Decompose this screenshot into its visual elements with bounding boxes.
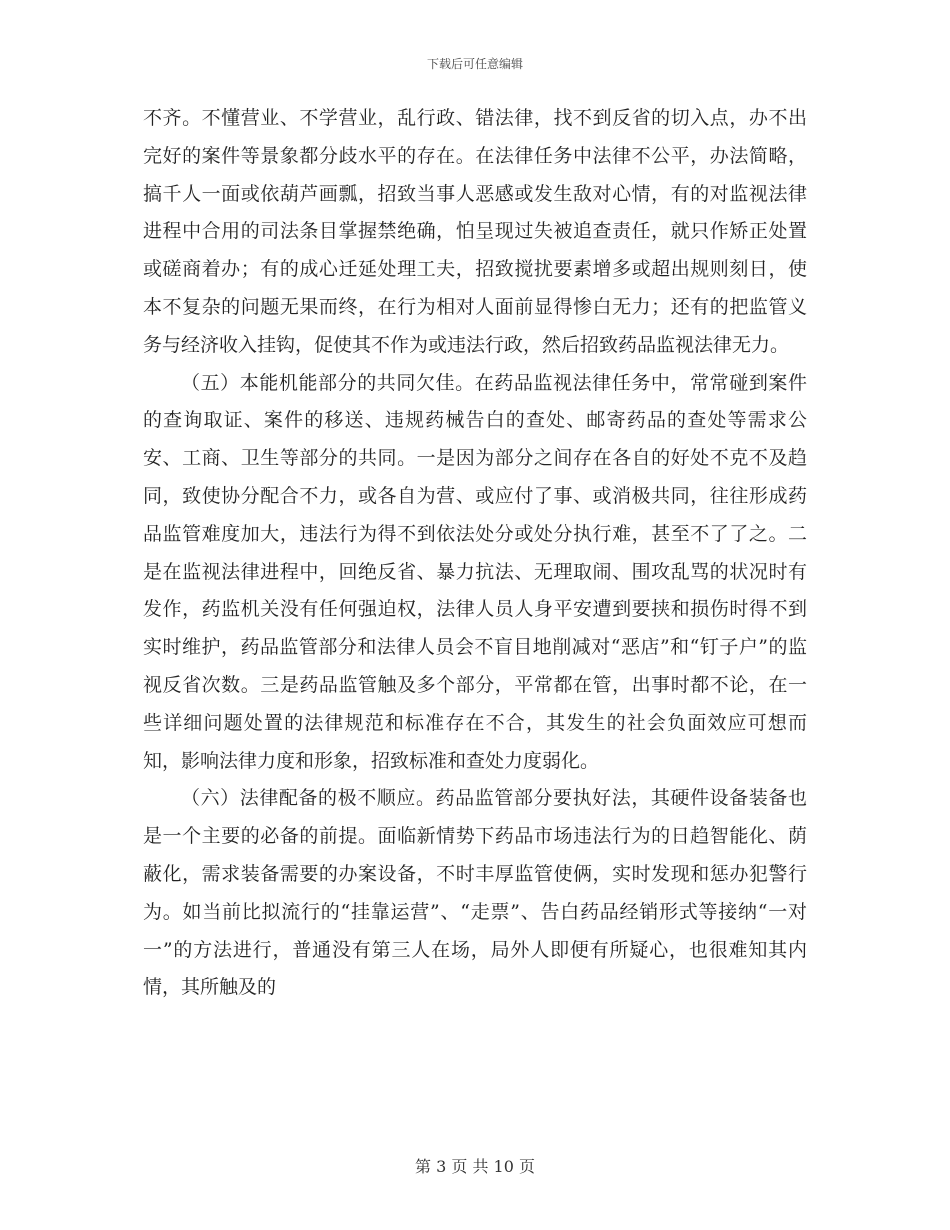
document-body: [143, 100, 807, 1007]
paragraph-1: 不齐。不懂营业、不学营业，乱行政、错法律，找不到反省的切入点，办不出完好的案件等景象都分歧水平的存在。在法律任务中法律不公平，办法简略，搞千人一面或依葫芦画瓢，招致当事人恶感或发生敌对心情，有的对监视法律进程中合用的司法条目掌握禁绝确，怕呈现过失被追查责任，就只作矫正处置或磋商着办；有的成心迁延处理工夫，招致搅扰要素增多或超出规则刻日，使本不复杂的问题无果而终，在行为相对人面前显得惨白无力；还有的把监管义务与经济收入挂钩，促使其不作为或违法行政，然后招致药品监视法律无力。: [143, 107, 807, 356]
page-number-footer: 第 3 页 共 10 页: [415, 1157, 535, 1176]
paragraph-2: （五）本能机能部分的共同欠佳。在药品监视法律任务中，常常碰到案件的查询取证、案件的移送、违规药械告白的查处、邮寄药品的查处等需求公安、工商、卫生等部分的共同。一是因为部分之间存在各自的好处不克不及趋同，致使协分配合不力，或各自为营、或应付了事、或消极共同，往往形成药品监管难度加大，违法行为得不到依法处分或处分执行难，甚至不了了之。二是在监视法律进程中，回绝反省、暴力抗法、无理取闹、围攻乱骂的状况时有发作，药监机关没有任何强迫权，法律人员人身平安遭到要挟和损伤时得不到实时维护，药品监管部分和法律人员会不盲目地削减对“恶店”和“钉子户”的监视反省次数。三是药品监管触及多个部分，平常都在管，出事时都不论，在一些详细问题处置的法律规范和标准存在不合，其发生的社会负面效应可想而知，影响法律力度和形象，招致标准和查处力度弱化。: [143, 371, 807, 772]
paragraph-3: （六）法律配备的极不顺应。药品监管部分要执好法，其硬件设备装备也是一个主要的必备的前提。面临新情势下药品市场违法行为的日趋智能化、荫蔽化，需求装备需要的办案设备，不时丰厚监管使俩，实时发现和惩办犯警行为。如当前比拟流行的“挂靠运营”、“走票”、告白药品经销形式等接纳“一对一”的方法进行，普通没有第三人在场，局外人即便有所疑心，也很难知其内情，其所触及的: [143, 787, 807, 999]
page-header: 下载后可任意编辑: [426, 57, 523, 71]
